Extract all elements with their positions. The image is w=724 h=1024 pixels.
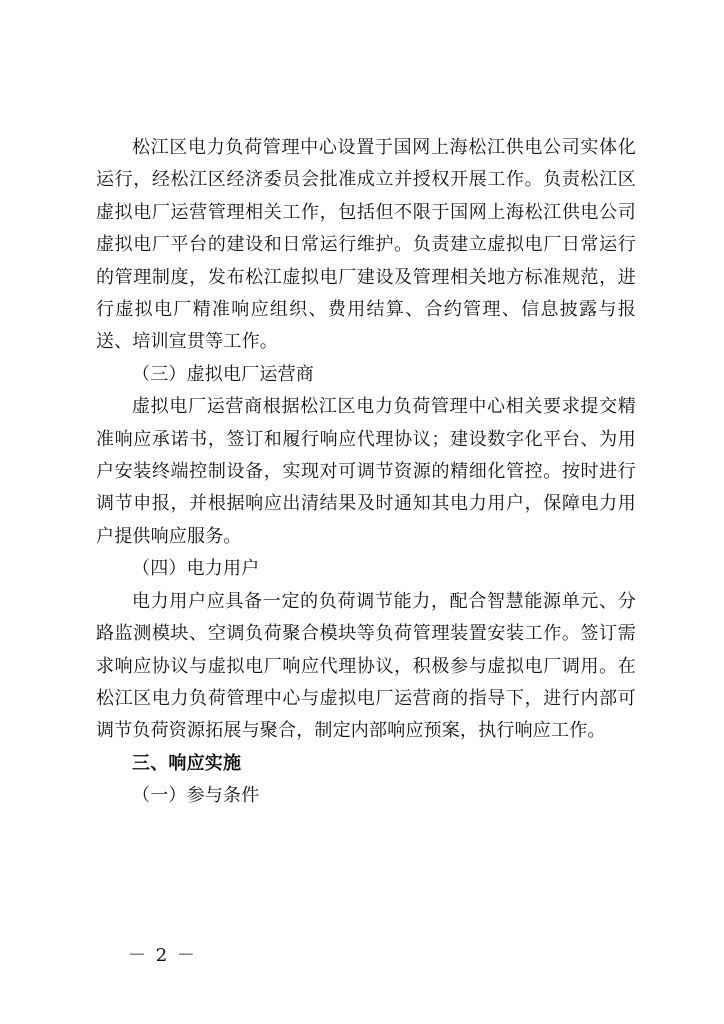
heading-power-users: （四）电力用户: [132, 558, 260, 580]
section-heading-response-implementation: 三、响应实施: [132, 752, 242, 774]
paragraph-power-users: 电力用户应具备一定的负荷调节能力，配合智慧能源单元、分路监测模块、空调负荷聚合模块等负荷管理装置安装工作。签订需求响应协议与虚拟电厂响应代理协议，积极参与虚拟电厂调用。在松江区电力负荷管理中心与虚拟电厂运营商的指导下，进行内部可调节负荷资源拓展与聚合，制定内部响应预案，执行响应工作。: [96, 590, 636, 742]
paragraph-vpp-operator: 虚拟电厂运营商根据松江区电力负荷管理中心相关要求提交精准响应承诺书，签订和履行响应代理协议；建设数字化平台、为用户安装终端控制设备，实现对可调节资源的精细化管控。按时进行调节申报，并根据响应出清结果及时通知其电力用户，保障电力用户提供响应服务。: [96, 396, 636, 547]
paragraph-load-management-center: 松江区电力负荷管理中心设置于国网上海松江供电公司实体化运行，经松江区经济委员会批准成立并授权开展工作。负责松江区虚拟电厂运营管理相关工作，包括但不限于国网上海松江供电公司虚拟电厂平台的建设和日常运行维护。负责建立虚拟电厂日常运行的管理制度，发布松江虚拟电厂建设及管理相关地方标准规范，进行虚拟电厂精准响应组织、费用结算、合约管理、信息披露与报送、培训宣贯等工作。: [96, 137, 636, 353]
heading-vpp-operator: （三）虚拟电厂运营商: [132, 363, 314, 385]
page-number: － 2 －: [128, 945, 197, 966]
document-body: [96, 132, 636, 813]
heading-participation-conditions: （一）参与条件: [132, 785, 260, 807]
